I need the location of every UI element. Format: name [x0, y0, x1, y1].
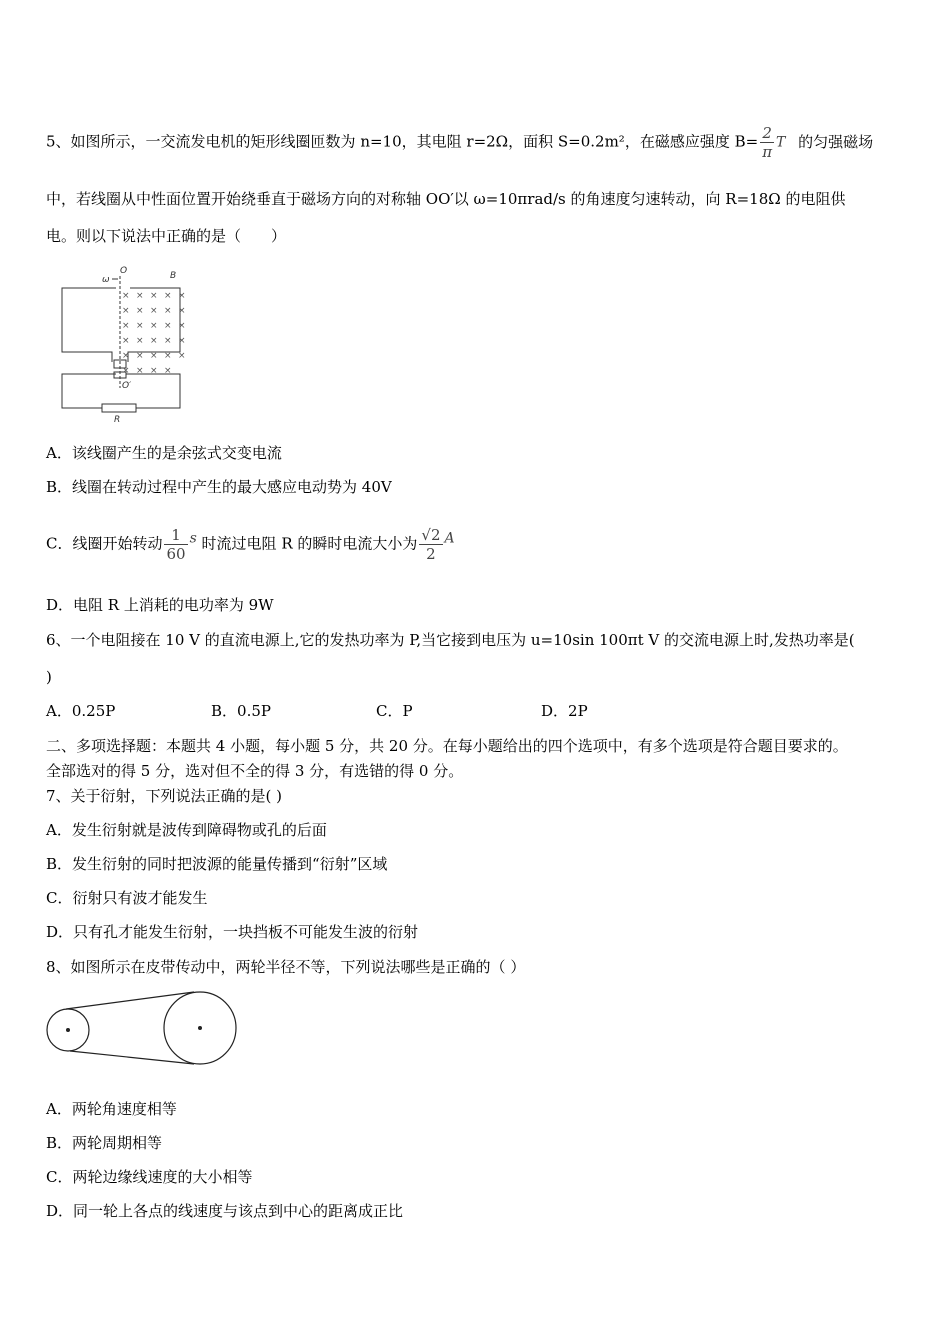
field-cross: ×	[150, 291, 158, 301]
field-cross: ×	[122, 321, 130, 331]
label-r: R	[114, 415, 121, 425]
circuit-left-wire	[62, 374, 116, 408]
q5-coil-figure	[56, 262, 196, 427]
q7-option-d[interactable]: D．只有孔才能发生衍射，一块挡板不可能发生波的衍射	[46, 923, 419, 941]
q8-option-b[interactable]: B．两轮周期相等	[46, 1134, 163, 1152]
belt-top	[66, 992, 194, 1009]
label-o-bottom: O′	[122, 381, 132, 391]
q5-stem-line1	[46, 124, 873, 161]
q5-option-a[interactable]: A．该线圈产生的是余弦式交变电流	[46, 444, 282, 462]
q5-option-c-b: 时流过电阻 R 的瞬时电流大小为	[201, 534, 418, 553]
b-unit: T	[776, 134, 786, 151]
coil-left-wire	[62, 288, 116, 362]
field-cross: ×	[164, 321, 172, 331]
field-cross: ×	[178, 306, 186, 316]
resistor-r	[102, 404, 136, 412]
c-time-fraction	[164, 526, 187, 563]
section2-line1: 二、多项选择题：本题共 4 小题，每小题 5 分，共 20 分。在每小题给出的四个选项中，有多个选项是符合题目要求的。	[46, 737, 848, 755]
q6-option-a[interactable]: A．0.25P	[46, 702, 116, 720]
field-cross: ×	[136, 306, 144, 316]
field-cross: ×	[178, 351, 186, 361]
q5-option-c[interactable]	[46, 526, 455, 563]
q5-stem-line2: 中，若线圈从中性面位置开始绕垂直于磁场方向的对称轴 OO′以 ω=10πrad/s 的角速度匀速转动，向 R=18Ω 的电阻供	[46, 190, 846, 208]
b-fraction-den: π	[762, 143, 773, 161]
field-cross: ×	[122, 351, 130, 361]
q6-option-c[interactable]: C．P	[376, 702, 413, 720]
label-o-top: O	[120, 266, 128, 276]
field-cross: ×	[122, 291, 130, 301]
circuit-right-wire	[126, 374, 180, 408]
field-cross: ×	[178, 336, 186, 346]
q8-option-c[interactable]: C．两轮边缘线速度的大小相等	[46, 1168, 253, 1186]
q5-option-b[interactable]: B．线圈在转动过程中产生的最大感应电动势为 40V	[46, 478, 392, 496]
field-cross: ×	[164, 336, 172, 346]
field-cross: ×	[178, 321, 186, 331]
field-cross: ×	[136, 366, 144, 376]
section2-line2: 全部选对的得 5 分，选对但不全的得 3 分，有选错的得 0 分。	[46, 762, 464, 780]
field-cross: ×	[150, 321, 158, 331]
field-cross: ×	[136, 321, 144, 331]
small-wheel-center	[66, 1028, 70, 1032]
field-cross: ×	[122, 366, 130, 376]
large-wheel-center	[198, 1026, 202, 1030]
q6-stem-line2: )	[46, 668, 52, 686]
c-current-unit: A	[444, 530, 455, 547]
field-cross: ×	[122, 336, 130, 346]
field-cross: ×	[164, 351, 172, 361]
c-current-num: √2	[421, 526, 441, 544]
q8-belt-figure	[44, 988, 244, 1068]
q5-stem-line1-b: 的匀强磁场	[798, 132, 874, 151]
q5-stem-line3: 电。则以下说法中正确的是（ ）	[46, 227, 287, 245]
q8-option-d[interactable]: D．同一轮上各点的线速度与该点到中心的距离成正比	[46, 1202, 404, 1220]
q5-stem-line1-a: 5、如图所示，一交流发电机的矩形线圈匝数为 n=10，其电阻 r=2Ω，面积 S=0.2m²，在磁感应强度 B=	[46, 132, 759, 151]
c-current-den: 2	[419, 544, 442, 563]
q7-option-c[interactable]: C．衍射只有波才能发生	[46, 889, 208, 907]
field-cross: ×	[150, 351, 158, 361]
q8-option-a[interactable]: A．两轮角速度相等	[46, 1100, 177, 1118]
label-omega: ω	[102, 275, 110, 285]
field-cross: ×	[150, 306, 158, 316]
b-fraction	[760, 124, 774, 161]
q7-option-b[interactable]: B．发生衍射的同时把波源的能量传播到“衍射”区域	[46, 855, 388, 873]
field-cross: ×	[178, 291, 186, 301]
q6-option-d[interactable]: D．2P	[541, 702, 588, 720]
field-cross: ×	[136, 291, 144, 301]
magnetic-field-crosses	[122, 291, 186, 376]
q5-option-c-a: C．线圈开始转动	[46, 534, 163, 553]
field-cross: ×	[136, 336, 144, 346]
q7-stem: 7、关于衍射，下列说法正确的是( )	[46, 787, 283, 805]
c-time-den: 60	[166, 545, 186, 563]
q8-stem: 8、如图所示在皮带传动中，两轮半径不等，下列说法哪些是正确的（ ）	[46, 958, 526, 976]
field-cross: ×	[122, 306, 130, 316]
q5-option-d[interactable]: D．电阻 R 上消耗的电功率为 9W	[46, 596, 274, 614]
q6-option-b[interactable]: B．0.5P	[211, 702, 271, 720]
c-time-num: 1	[171, 526, 181, 544]
c-current-fraction	[419, 526, 442, 563]
c-time-unit: s	[189, 530, 197, 547]
label-b: B	[170, 271, 177, 281]
b-fraction-num: 2	[762, 124, 772, 142]
q6-stem-line1: 6、一个电阻接在 10 V 的直流电源上,它的发热功率为 P,当它接到电压为 u=10sin 100πt V 的交流电源上时,发热功率是(	[46, 631, 855, 649]
q7-option-a[interactable]: A．发生衍射就是波传到障碍物或孔的后面	[46, 821, 327, 839]
belt-bottom	[70, 1051, 194, 1064]
field-cross: ×	[164, 306, 172, 316]
field-cross: ×	[164, 291, 172, 301]
field-cross: ×	[136, 351, 144, 361]
field-cross: ×	[150, 336, 158, 346]
field-cross: ×	[150, 366, 158, 376]
field-cross: ×	[164, 366, 172, 376]
